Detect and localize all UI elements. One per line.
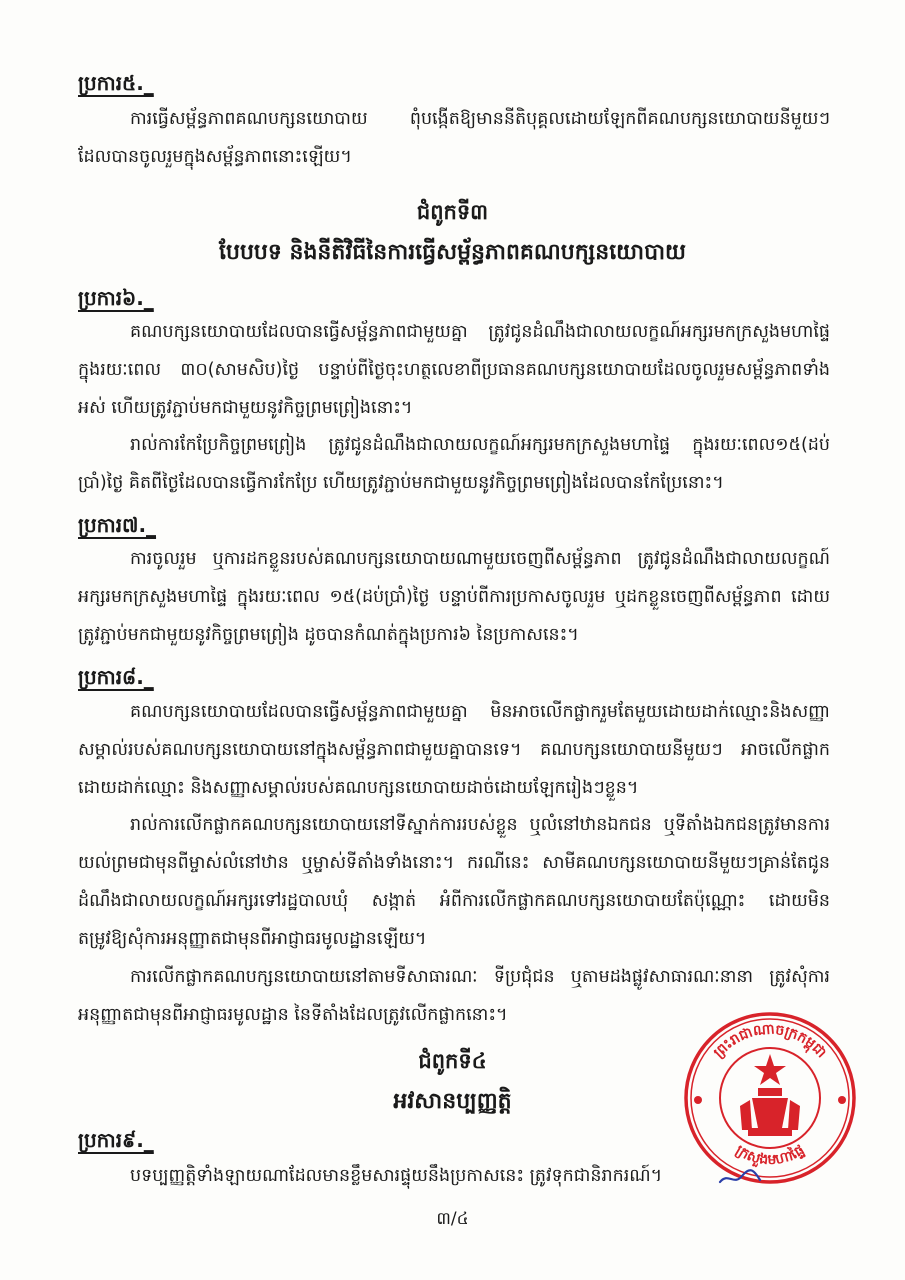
article-8-paragraph-2: រាល់ការលើកផ្លាកគណបក្សនយោបាយនៅទីស្នាក់ការរបស់ខ្លួន ឬលំនៅឋានឯកជន ឬទីតាំងឯកជនត្រូវមានការយល់ព្រមជាមុនពីម្ចាស់លំនៅឋាន ឬម្ចាស់ទីតាំងទាំងនោះ។ ករណីនេះ សាមីគណបក្សនយោបាយនីមួយៗគ្រាន់តែជូនដំណឹងជាលាយលក្ខណ៍អក្សរទៅរដ្ឋបាលឃុំ សង្កាត់ អំពីការលើកផ្លាកគណបក្សនយោបាយតែប៉ុណ្ណោះ ដោយមិនតម្រូវឱ្យសុំការអនុញ្ញាតជាមុនពីអាជ្ញាធរមូលដ្ឋានឡើយ។ xyxy=(78,815,830,949)
chapter-3-title: បែបបទ និងនីតិវិធីនៃការធ្វើសម្ព័ន្ធភាពគណបក្សនយោបាយ xyxy=(219,240,686,265)
seal-emblem xyxy=(740,1054,800,1136)
article-6-paragraph-2: រាល់ការកែប្រែកិច្ចព្រមព្រៀង ត្រូវជូនដំណឹងជាលាយលក្ខណ៍អក្សរមកក្រសួងមហាផ្ទៃ ក្នុងរយៈពេល១៥(ដប់ប្រាំ)ថ្ងៃ គិតពីថ្ងៃដែលបានធ្វើការកែប្រែ ហើយត្រូវភ្ជាប់មកជាមួយនូវកិច្ចព្រមព្រៀងដែលបានកែប្រែនោះ។ xyxy=(78,435,830,493)
article-5-body: ការធ្វើសម្ព័ន្ធភាពគណបក្សនយោបាយ ពុំបង្កើតឱ្យមាននីតិបុគ្គលដោយឡែកពីគណបក្សនយោបាយនីមួយៗ ដែលបានចូលរួមក្នុងសម្ព័ន្ធភាពនោះឡើយ។ xyxy=(78,109,830,167)
article-9-body: បទប្បញ្ញត្តិទាំងឡាយណាដែលមានខ្លឹមសារផ្ទុយនឹងប្រកាសនេះ ត្រូវទុកជានិរាករណ៍។ xyxy=(130,1166,663,1186)
chapter-4-number: ជំពូកទី៤ xyxy=(418,1049,487,1073)
article-6-heading: ប្រការ៦._ xyxy=(78,286,154,310)
article-5-heading: ប្រការ៥._ xyxy=(78,71,154,95)
article-8-paragraph-3: ការលើកផ្លាកគណបក្សនយោបាយនៅតាមទីសាធារណៈ ទីប្រជុំជន ឬតាមដងផ្លូវសាធារណៈនានា ត្រូវសុំការអនុញ្ញាតជាមុនពីអាជ្ញាធរមូលដ្ឋាន នៃទីតាំងដែលត្រូវលើកផ្លាកនោះ។ xyxy=(78,967,830,1025)
official-seal xyxy=(682,1010,858,1186)
article-9-heading: ប្រការ៩._ xyxy=(78,1128,154,1152)
page-number: ៣/៤ xyxy=(436,1209,469,1229)
chapter-3-number: ជំពូកទី៣ xyxy=(416,200,489,224)
seal-bottom-text: ក្រសួងមហាផ្ទៃ xyxy=(732,1142,808,1169)
article-8-paragraph-1: គណបក្សនយោបាយដែលបានធ្វើសម្ព័ន្ធភាពជាមួយគ្នា មិនអាចលើកផ្លាករួមតែមួយដោយដាក់ឈ្មោះនិងសញ្ញាសម្គាល់របស់គណបក្សនយោបាយនៅក្នុងសម្ព័ន្ធភាពជាមួយគ្នាបានទេ។ គណបក្សនយោបាយនីមួយៗ អាចលើកផ្លាកដោយដាក់ឈ្មោះ និងសញ្ញាសម្គាល់របស់គណបក្សនយោបាយដាច់ដោយឡែករៀងៗខ្លួន។ xyxy=(78,702,830,798)
article-8-heading: ប្រការ៨._ xyxy=(78,665,154,689)
seal-top-text: ព្រះរាជាណាចក្រកម្ពុជា xyxy=(710,1021,830,1062)
article-6-paragraph-1: គណបក្សនយោបាយដែលបានធ្វើសម្ព័ន្ធភាពជាមួយគ្នា ត្រូវជូនដំណឹងជាលាយលក្ខណ៍អក្សរមកក្រសួងមហាផ្ទៃ ក្នុងរយៈពេល ៣០(សាមសិប)ថ្ងៃ បន្ទាប់ពីថ្ងៃចុះហត្ថលេខាពីប្រធានគណបក្សនយោបាយដែលចូលរួមសម្ព័ន្ធភាពទាំងអស់ ហើយត្រូវភ្ជាប់មកជាមួយនូវកិច្ចព្រមព្រៀងនោះ។ xyxy=(78,322,830,418)
article-7-body: ការចូលរួម ឬការដកខ្លួនរបស់គណបក្សនយោបាយណាមួយចេញពីសម្ព័ន្ធភាព ត្រូវជូនដំណឹងជាលាយលក្ខណ៍អក្សរមកក្រសួងមហាផ្ទៃ ក្នុងរយៈពេល ១៥(ដប់ប្រាំ)ថ្ងៃ បន្ទាប់ពីការប្រកាសចូលរួម ឬដកខ្លួនចេញពីសម្ព័ន្ធភាព ដោយត្រូវភ្ជាប់មកជាមួយនូវកិច្ចព្រមព្រៀង ដូចបានកំណត់ក្នុងប្រការ៦ នៃប្រកាសនេះ។ xyxy=(78,549,830,645)
chapter-4-title: អវសានប្បញ្ញត្តិ xyxy=(393,1089,512,1114)
article-7-heading: ប្រការ៧._ xyxy=(78,513,157,537)
signature-mark xyxy=(718,1168,762,1188)
